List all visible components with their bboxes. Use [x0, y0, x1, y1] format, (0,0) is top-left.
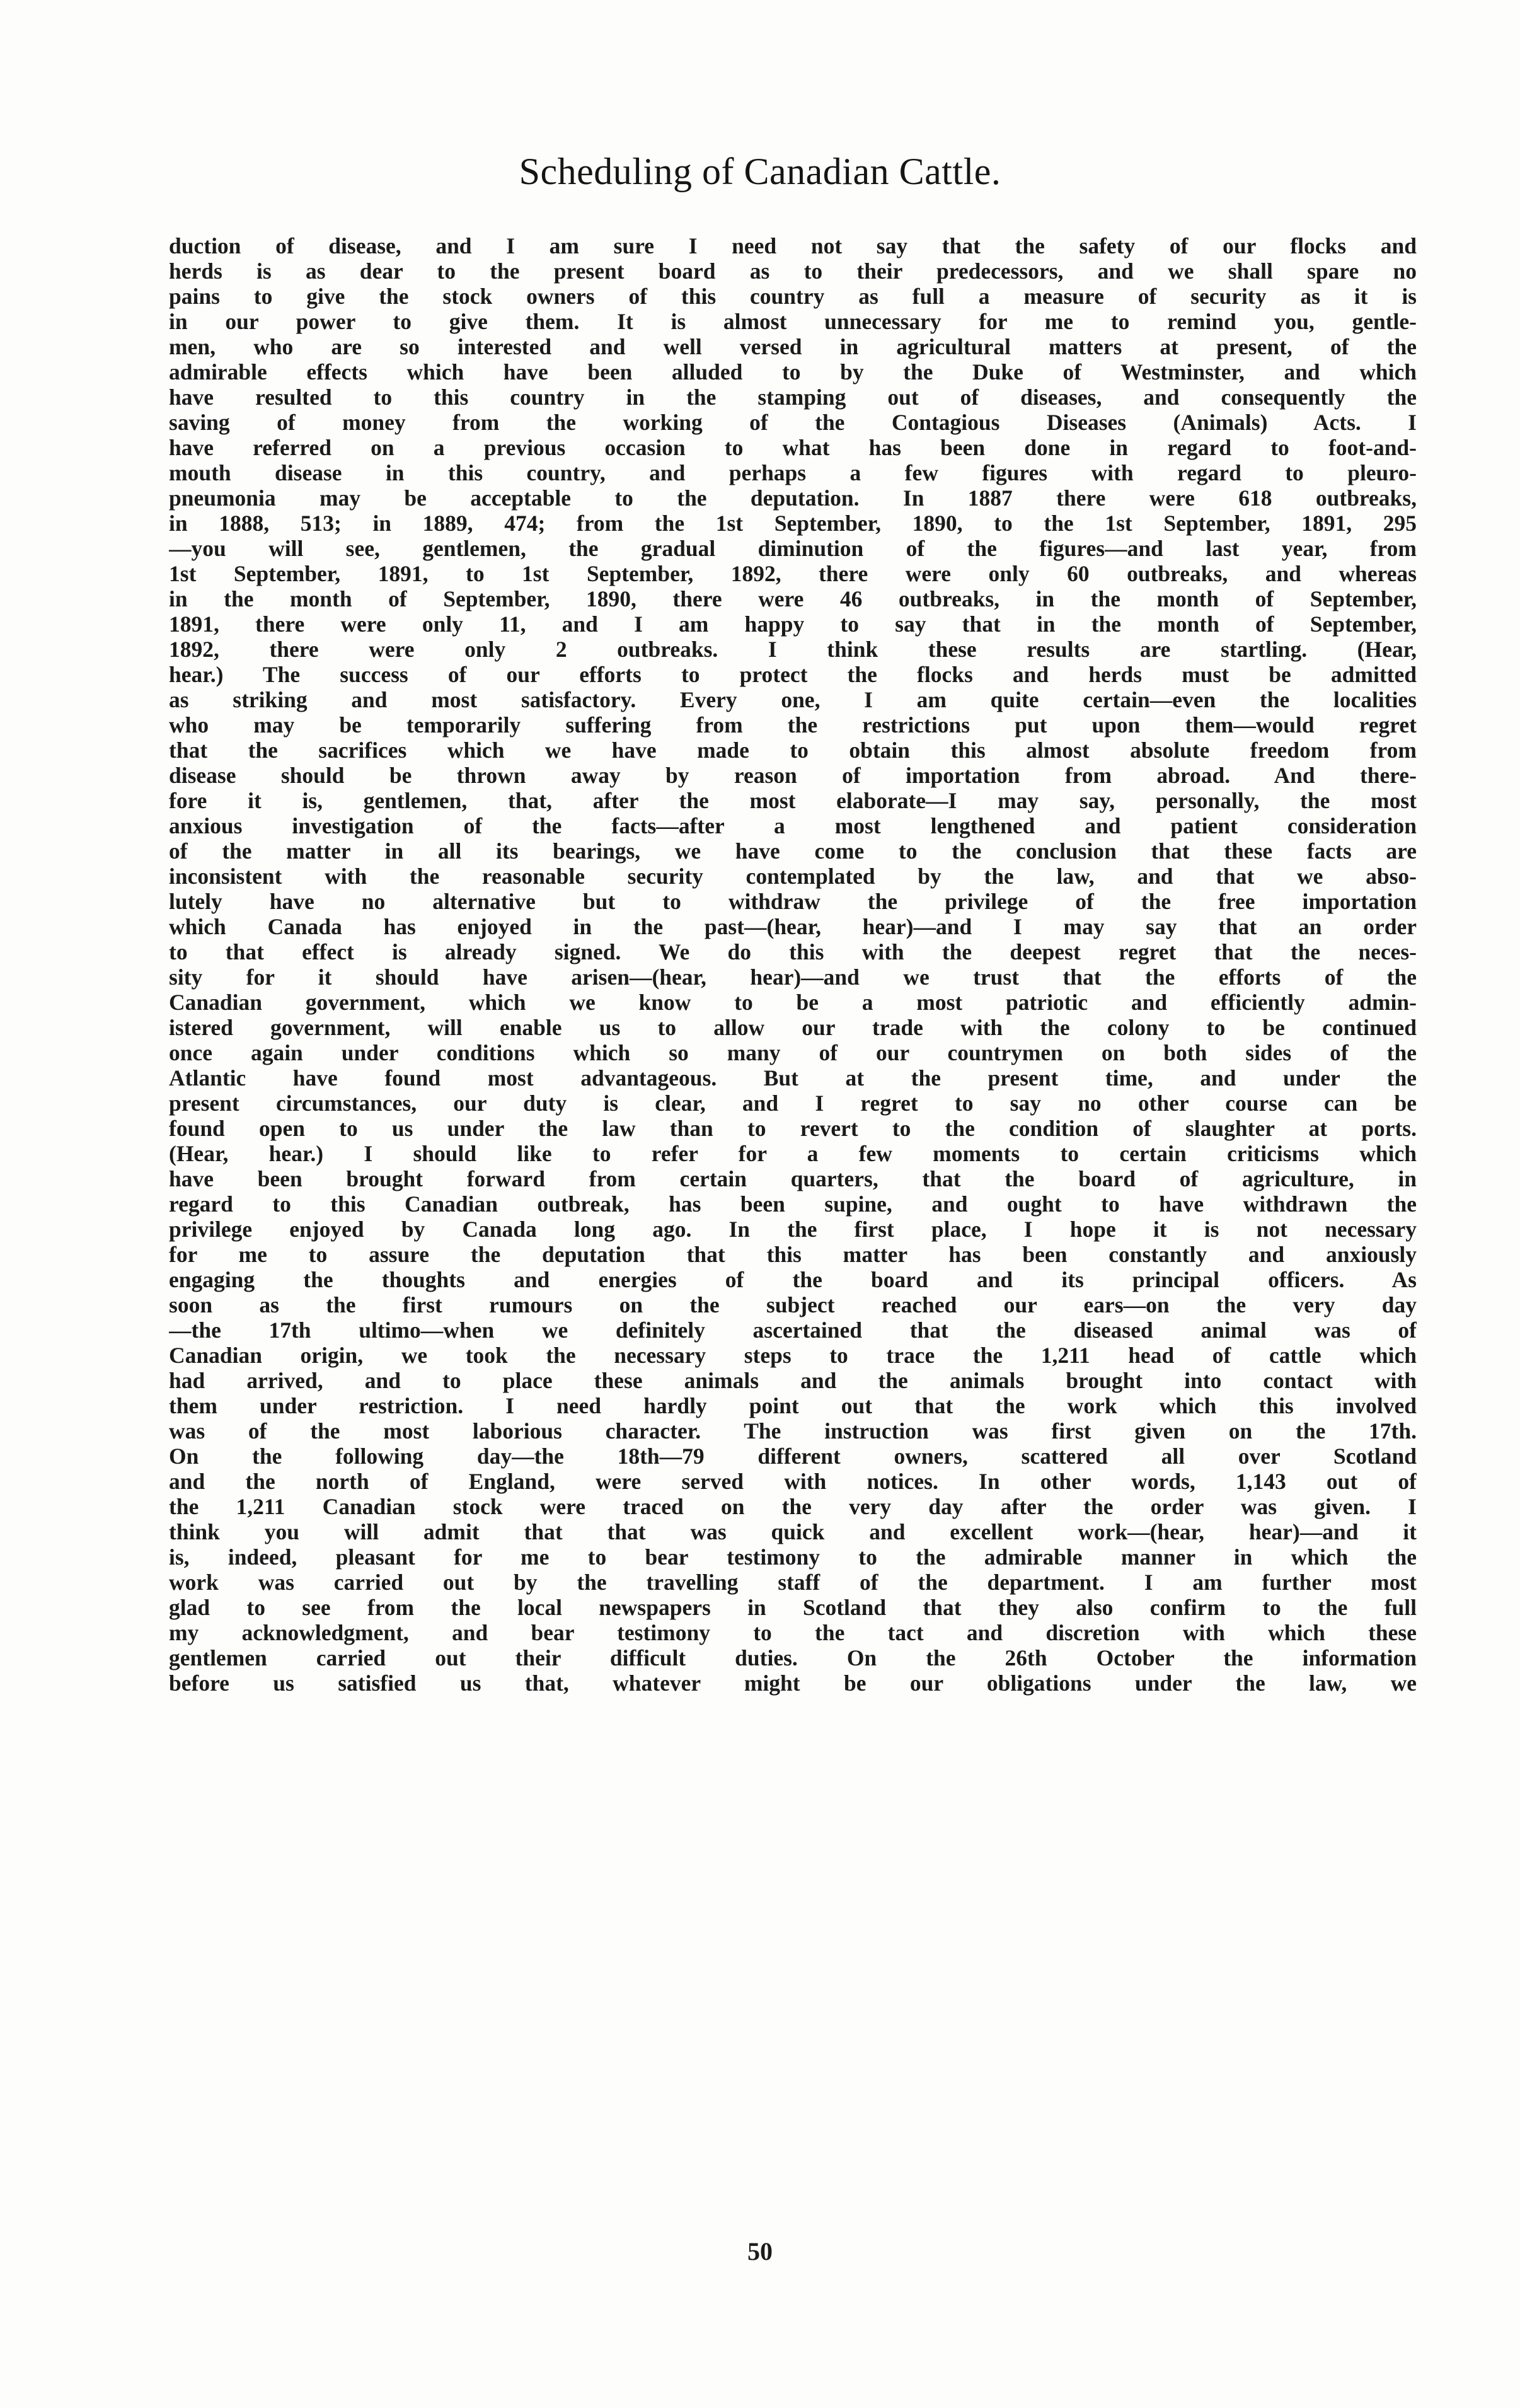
text-line: that the sacrifices which we have made to obtain this almost absolute freedom from: [169, 738, 1417, 763]
text-line: is, indeed, pleasant for me to bear testimony to the admirable manner in which the: [169, 1544, 1417, 1570]
text-line: found open to us under the law than to revert to the condition of slaughter at ports.: [169, 1116, 1417, 1141]
text-line: think you will admit that that was quick and excellent work—(hear, hear)—and it: [169, 1519, 1417, 1544]
text-line: 1892, there were only 2 outbreaks. I think these results are startling. (Hear,: [169, 637, 1417, 662]
text-line: sity for it should have arisen—(hear, hear)—and we trust that the efforts of the: [169, 964, 1417, 990]
text-line: of the matter in all its bearings, we have come to the conclusion that these facts are: [169, 838, 1417, 864]
text-line: —you will see, gentlemen, the gradual diminution of the figures—and last year, from: [169, 536, 1417, 561]
text-line: work was carried out by the travelling staff of the department. I am further most: [169, 1570, 1417, 1595]
text-line: hear.) The success of our efforts to protect the flocks and herds must be admitted: [169, 662, 1417, 687]
text-line: once again under conditions which so many of our countrymen on both sides of the: [169, 1040, 1417, 1065]
text-line: present circumstances, our duty is clear, and I regret to say no other course can be: [169, 1091, 1417, 1116]
text-line: —the 17th ultimo—when we definitely ascertained that the diseased animal was of: [169, 1317, 1417, 1343]
text-line: had arrived, and to place these animals and the animals brought into contact with: [169, 1368, 1417, 1393]
text-line: 1891, there were only 11, and I am happy to say that in the month of September,: [169, 611, 1417, 637]
text-line: engaging the thoughts and energies of the board and its principal officers. As: [169, 1267, 1417, 1292]
body-text: [169, 233, 1417, 1696]
text-line: was of the most laborious character. The instruction was first given on the 17th.: [169, 1418, 1417, 1444]
text-line: istered government, will enable us to allow our trade with the colony to be continued: [169, 1015, 1417, 1040]
text-line: in the month of September, 1890, there were 46 outbreaks, in the month of September,: [169, 586, 1417, 611]
text-line: have been brought forward from certain quarters, that the board of agriculture, in: [169, 1166, 1417, 1191]
page-number: 50: [747, 2237, 773, 2266]
text-line: Atlantic have found most advantageous. But at the present time, and under the: [169, 1065, 1417, 1091]
text-line: the 1,211 Canadian stock were traced on the very day after the order was given. I: [169, 1494, 1417, 1519]
text-line: saving of money from the working of the Contagious Diseases (Animals) Acts. I: [169, 410, 1417, 435]
text-line: to that effect is already signed. We do this with the deepest regret that the neces-: [169, 939, 1417, 964]
text-line: anxious investigation of the facts—after a most lengthened and patient consideration: [169, 813, 1417, 838]
text-line: have resulted to this country in the stamping out of diseases, and consequently the: [169, 385, 1417, 410]
text-line: regard to this Canadian outbreak, has been supine, and ought to have withdrawn the: [169, 1191, 1417, 1217]
text-line: and the north of England, were served with notices. In other words, 1,143 out of: [169, 1469, 1417, 1494]
running-head: Scheduling of Canadian Cattle.: [519, 151, 1001, 192]
text-line: admirable effects which have been alluded to by the Duke of Westminster, and which: [169, 359, 1417, 385]
text-line: before us satisfied us that, whatever might be our obligations under the law, we: [169, 1670, 1417, 1696]
text-line: mouth disease in this country, and perhaps a few figures with regard to pleuro-: [169, 460, 1417, 485]
text-line: duction of disease, and I am sure I need not say that the safety of our flocks and: [169, 233, 1417, 258]
text-line: Canadian origin, we took the necessary steps to trace the 1,211 head of cattle which: [169, 1343, 1417, 1368]
text-line: (Hear, hear.) I should like to refer for a few moments to certain criticisms which: [169, 1141, 1417, 1166]
text-line: in 1888, 513; in 1889, 474; from the 1st September, 1890, to the 1st September, 1891, 295: [169, 511, 1417, 536]
text-line: have referred on a previous occasion to what has been done in regard to foot-and-: [169, 435, 1417, 460]
text-line: them under restriction. I need hardly point out that the work which this involved: [169, 1393, 1417, 1418]
text-line: my acknowledgment, and bear testimony to the tact and discretion with which these: [169, 1620, 1417, 1645]
text-line: inconsistent with the reasonable security contemplated by the law, and that we abso-: [169, 864, 1417, 889]
text-line: disease should be thrown away by reason of importation from abroad. And there-: [169, 763, 1417, 788]
text-line: fore it is, gentlemen, that, after the most elaborate—I may say, personally, the most: [169, 788, 1417, 813]
text-line: in our power to give them. It is almost unnecessary for me to remind you, gentle-: [169, 309, 1417, 334]
text-line: as striking and most satisfactory. Every one, I am quite certain—even the localities: [169, 687, 1417, 712]
text-line: who may be temporarily suffering from the restrictions put upon them—would regret: [169, 712, 1417, 738]
text-line: lutely have no alternative but to withdraw the privilege of the free importation: [169, 889, 1417, 914]
text-line: privilege enjoyed by Canada long ago. In the first place, I hope it is not necessary: [169, 1217, 1417, 1242]
text-line: soon as the first rumours on the subject reached our ears—on the very day: [169, 1292, 1417, 1317]
text-line: 1st September, 1891, to 1st September, 1892, there were only 60 outbreaks, and whereas: [169, 561, 1417, 586]
text-line: gentlemen carried out their difficult duties. On the 26th October the information: [169, 1645, 1417, 1670]
text-line: pains to give the stock owners of this country as full a measure of security as it is: [169, 284, 1417, 309]
text-line: glad to see from the local newspapers in Scotland that they also confirm to the full: [169, 1595, 1417, 1620]
text-line: men, who are so interested and well versed in agricultural matters at present, of the: [169, 334, 1417, 359]
text-line: for me to assure the deputation that this matter has been constantly and anxiously: [169, 1242, 1417, 1267]
text-line: which Canada has enjoyed in the past—(hear, hear)—and I may say that an order: [169, 914, 1417, 939]
text-line: pneumonia may be acceptable to the deputation. In 1887 there were 618 outbreaks,: [169, 485, 1417, 511]
text-line: On the following day—the 18th—79 different owners, scattered all over Scotland: [169, 1444, 1417, 1469]
text-line: Canadian government, which we know to be a most patriotic and efficiently admin-: [169, 990, 1417, 1015]
text-line: herds is as dear to the present board as to their predecessors, and we shall spare no: [169, 258, 1417, 284]
